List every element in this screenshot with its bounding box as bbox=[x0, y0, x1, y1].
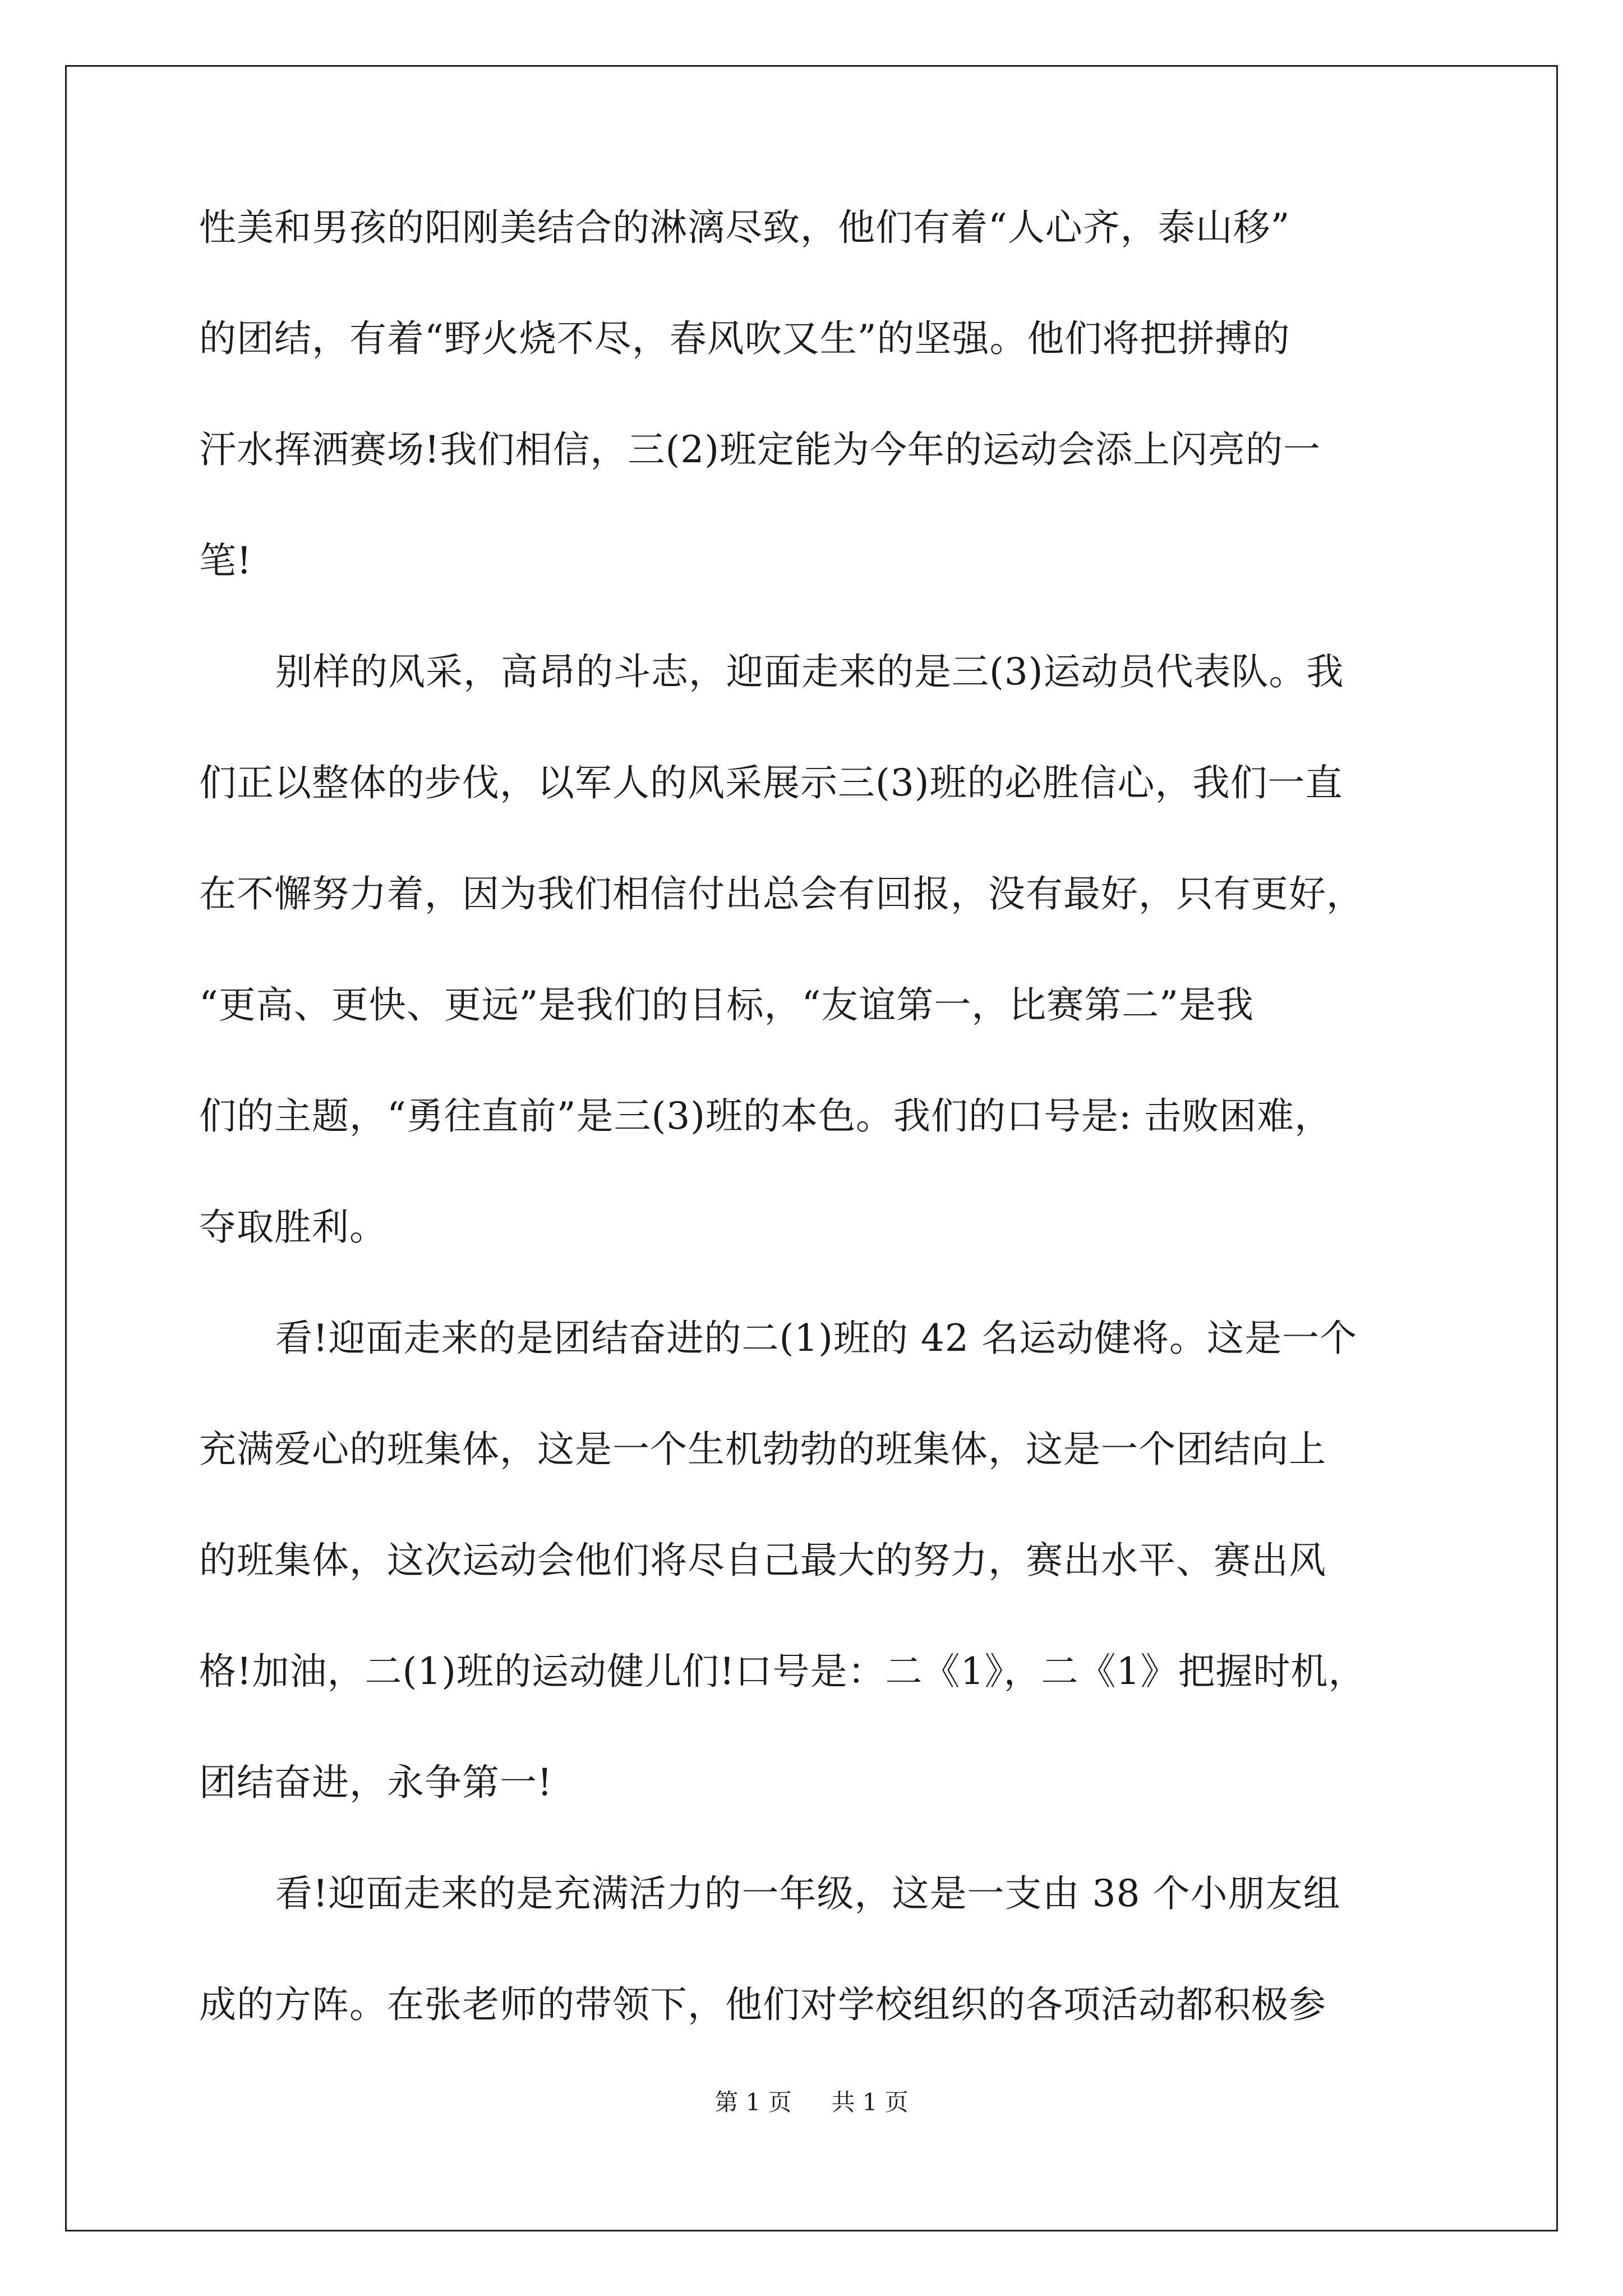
text-line: 充满爱心的班集体，这是一个生机勃勃的班集体，这是一个团结向上 bbox=[199, 1428, 1326, 1471]
text-line: 们的主题，“勇往直前”是三(3)班的本色。我们的口号是: 击败困难， bbox=[199, 1094, 1332, 1138]
text-line: 成的方阵。在张老师的带领下，他们对学校组织的各项活动都积极参 bbox=[199, 1983, 1326, 2026]
text-line: 汗水挥洒赛场!我们相信，三(2)班定能为今年的运动会添上闪亮的一 bbox=[199, 428, 1321, 471]
paragraph-start-line: 看!迎面走来的是团结奋进的二(1)班的 42 名运动健将。这是一个 bbox=[275, 1317, 1357, 1360]
text-line: “更高、更快、更远”是我们的目标，“友谊第一，比赛第二”是我 bbox=[199, 983, 1254, 1027]
paragraph-start-line: 别样的风采，高昂的斗志，迎面走来的是三(3)运动员代表队。我 bbox=[275, 650, 1344, 693]
page-total: 共 1 页 bbox=[831, 2088, 909, 2116]
text-line: 的团结，有着“野火烧不尽，春风吹又生”的坚强。他们将把拼搏的 bbox=[199, 317, 1290, 360]
page-footer bbox=[0, 2086, 1623, 2119]
paragraph-start-line: 看!迎面走来的是充满活力的一年级，这是一支由 38 个小朋友组 bbox=[275, 1872, 1341, 1915]
text-line: 性美和男孩的阳刚美结合的淋漓尽致，他们有着“人心齐，泰山移” bbox=[199, 206, 1290, 249]
page-number: 第 1 页 bbox=[714, 2088, 792, 2116]
text-line: 格!加油，二(1)班的运动健儿们!口号是：二《1》，二《1》把握时机， bbox=[199, 1650, 1366, 1693]
text-line: 团结奋进，永争第一! bbox=[199, 1761, 553, 1804]
text-line: 在不懈努力着，因为我们相信付出总会有回报，没有最好，只有更好， bbox=[199, 872, 1364, 915]
text-line: 笔! bbox=[199, 539, 252, 582]
text-line: 的班集体，这次运动会他们将尽自己最大的努力，赛出水平、赛出风 bbox=[199, 1539, 1326, 1582]
text-line: 们正以整体的步伐，以军人的风采展示三(3)班的必胜信心，我们一直 bbox=[199, 761, 1343, 804]
text-line: 夺取胜利。 bbox=[199, 1205, 387, 1249]
